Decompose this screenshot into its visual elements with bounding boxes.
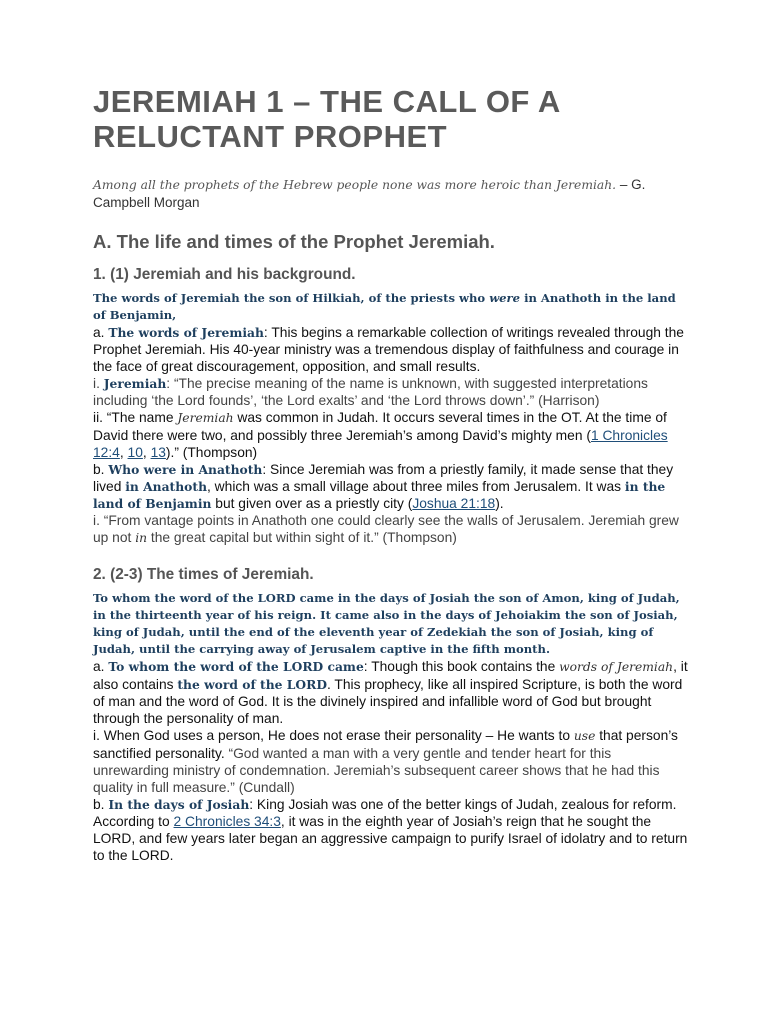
paragraph-2a-prefix: a. [93, 659, 109, 674]
paragraph-1b-keyword-2: in Anathoth [125, 479, 208, 494]
paragraph-1b-text-2: , which was a small village about three miles from Jerusalem. It was [207, 479, 625, 494]
epigraph [93, 176, 688, 211]
paragraph-1a-i-keyword: Jeremiah [103, 376, 167, 391]
paragraph-1a-prefix: a. [93, 325, 109, 340]
paragraph-1b-keyword-1: Who were in Anathoth [108, 462, 263, 477]
subsection-2-heading: 2. (2-3) The times of Jeremiah. [93, 566, 314, 583]
paragraph-1a-i-prefix: i. [93, 376, 104, 391]
paragraph-1a-i-text: : “The precise meaning of the name is unknown, with suggested interpretations including ‘the Lord founds’, ‘the Lord exalts’ and ‘the Lord throws down’.” (Harrison) [93, 376, 648, 408]
paragraph-1b-i-text-2: the great capital but within sight of it.” (Thompson) [147, 530, 457, 545]
paragraph-2a-i-quote: “God wanted a man with a very gentle and tender heart for this unrewarding ministry of condemnation. Jeremiah’s subsequent career shows that he had this quality in full measure.” (Cundall) [93, 746, 660, 795]
paragraph-2b [93, 796, 688, 864]
paragraph-2b-text-1: : King Josiah was one of the better kings of Judah, zealous for reform. According to [93, 797, 677, 829]
paragraph-2a-text-3: . This prophecy, like all inspired Scripture, is both the word of man and the word of God. It is the divinely inspired and infallible word of God but brought through the personality of man. [93, 677, 683, 726]
paragraph-1b-text-1: : Since Jeremiah was from a priestly family, it made sense that they lived [93, 462, 674, 494]
paragraph-1b-text-3: but given over as a priestly city ( [211, 496, 413, 511]
paragraph-1a-text: : This begins a remarkable collection of writings revealed through the Prophet Jeremiah. His 40-year ministry was a tremendous display of faithfulness and courage in the face of great discouragement, opposition, and small results. [93, 325, 684, 374]
paragraph-1a-keyword: The words of Jeremiah [108, 325, 264, 340]
verse-1-italic: were [489, 291, 521, 305]
epigraph-attribution: – G. Campbell Morgan [93, 177, 646, 210]
scripture-link-verse-13[interactable]: 13 [150, 445, 166, 460]
paragraph-2b-prefix: b. [93, 797, 109, 812]
paragraph-1b-keyword-3: in the land of Benjamin [93, 479, 666, 511]
paragraph-1b-i [93, 512, 688, 547]
paragraph-1b-i-text-1: i. “From vantage points in Anathoth one could clearly see the walls of Jerusalem. Jeremiah grew up not [93, 513, 679, 545]
verse-1 [93, 290, 688, 324]
scripture-link-2-chronicles-34-3[interactable]: 2 Chronicles 34:3 [173, 814, 281, 829]
paragraph-2b-keyword: In the days of Josiah [108, 797, 250, 812]
link-separator: , [119, 445, 128, 460]
paragraph-1a-ii [93, 409, 688, 461]
paragraph-1b-i-italic: in [135, 531, 148, 545]
paragraph-2a-i [93, 727, 688, 796]
page-title: JEREMIAH 1 – THE CALL OF A RELUCTANT PROPHET [93, 84, 560, 154]
paragraph-1b [93, 461, 688, 512]
scripture-link-1-chronicles-12-4[interactable]: 1 Chronicles 12:4 [93, 428, 668, 460]
paragraph-2a-keyword-1: To whom the word of the LORD came [108, 659, 364, 674]
paragraph-2a-text-1: : Though this book contains the [363, 659, 560, 674]
paragraph-2a-italic: words of Jeremiah [559, 660, 674, 674]
paragraph-1a-ii-italic: Jeremiah [177, 411, 234, 425]
scripture-link-verse-10[interactable]: 10 [127, 445, 143, 460]
paragraph-1b-end: ). [495, 496, 504, 511]
scripture-link-joshua-21-18[interactable]: Joshua 21:18 [412, 496, 496, 511]
epigraph-quote: Among all the prophets of the Hebrew people none was more heroic than Jeremiah. [93, 178, 617, 192]
verse-1-text-b: in Anathoth in the land of Benjamin, [93, 291, 676, 322]
paragraph-1a-i [93, 375, 688, 409]
verse-1-text-a: The words of Jeremiah the son of Hilkiah, of the priests who [93, 291, 490, 305]
paragraph-2a-i-text-2: that person’s sanctified personality. [93, 728, 678, 761]
paragraph-2a-text-2: , it also contains [93, 659, 688, 692]
section-a-heading: A. The life and times of the Prophet Jeremiah. [93, 231, 495, 252]
verse-2-3: To whom the word of the LORD came in the days of Josiah the son of Amon, king of Judah, in the thirteenth year of his reign. It came also in the days of Jehoiakim the son of Josiah, king of Judah, until the end of the eleventh year of Zedekiah the son of Josiah, king of Judah, until the carrying away of Jerusalem captive in the fifth month. [93, 591, 680, 656]
paragraph-1a-ii-text: was common in Judah. It occurs several times in the OT. At the time of David there were two, and possibly three Jeremiah’s among David’s mighty men ( [93, 410, 667, 443]
paragraph-2a-keyword-2: the word of the LORD [177, 677, 327, 692]
paragraph-1a [93, 324, 688, 375]
paragraph-2a-i-italic: use [573, 729, 596, 743]
paragraph-1a-ii-prefix: ii. “The name [93, 410, 178, 425]
paragraph-2b-text-2: , it was in the eighth year of Josiah’s reign that he sought the LORD, and few years later began an aggressive campaign to purify Israel of idolatry and to return to the LORD. [93, 814, 688, 863]
link-separator: , [142, 445, 151, 460]
paragraph-2a-i-text-1: i. When God uses a person, He does not erase their personality – He wants to [93, 728, 574, 743]
subsection-1-heading: 1. (1) Jeremiah and his background. [93, 266, 356, 283]
paragraph-2a [93, 658, 688, 727]
paragraph-1b-prefix: b. [93, 462, 109, 477]
paragraph-1a-ii-end: ).” (Thompson) [165, 445, 258, 460]
